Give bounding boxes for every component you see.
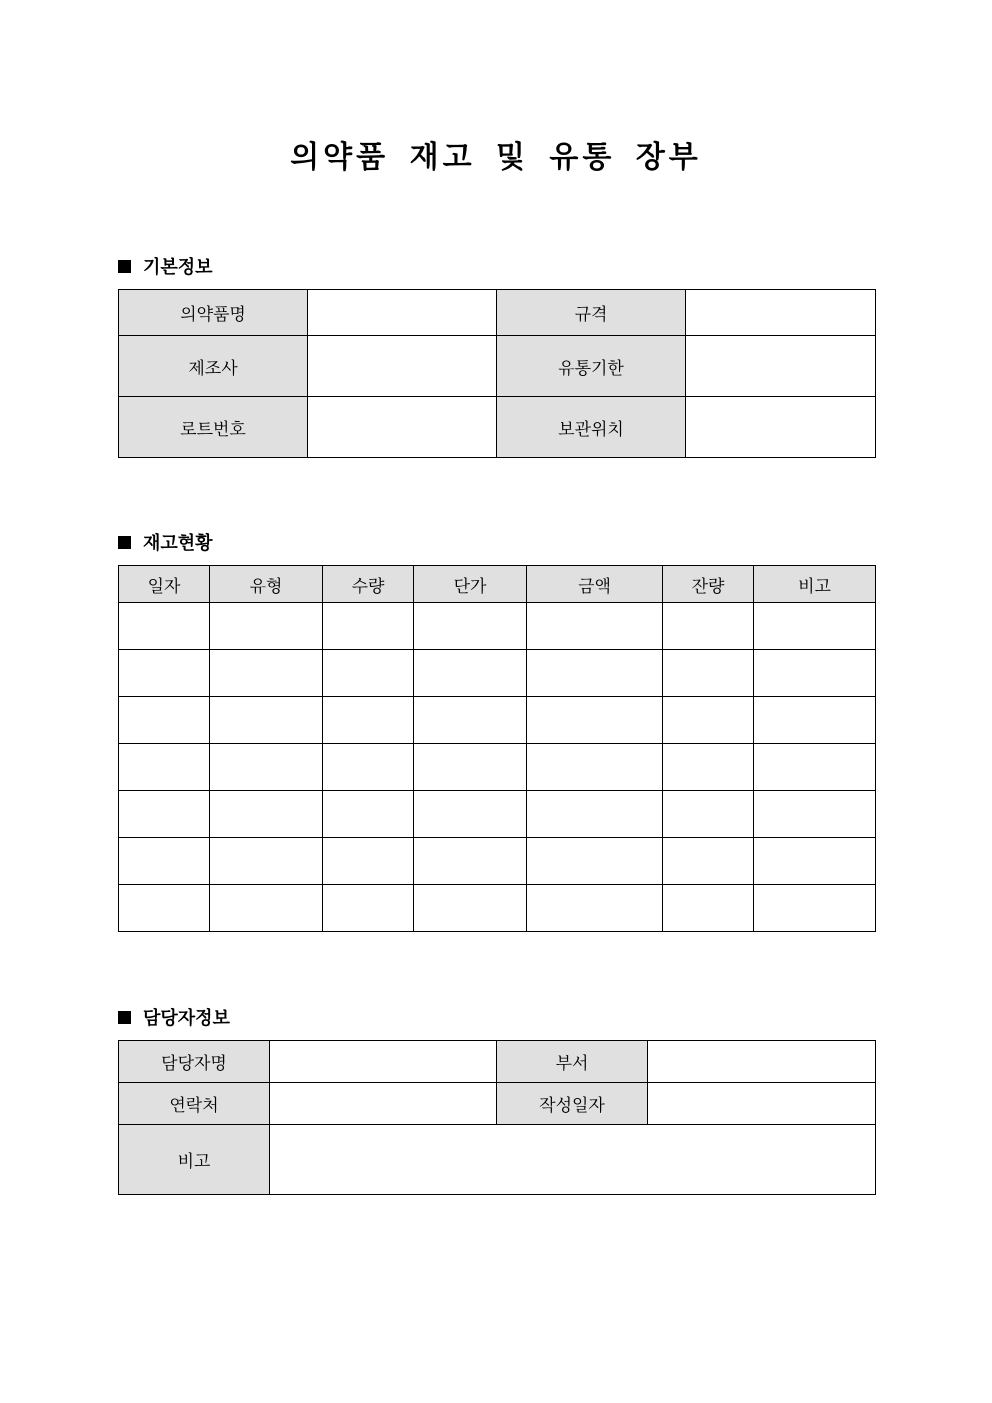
stock-cell-amount[interactable] <box>527 885 663 932</box>
table-row <box>119 603 876 650</box>
department-field[interactable] <box>648 1041 876 1083</box>
column-header-unit-price: 단가 <box>414 566 527 603</box>
stock-cell-date[interactable] <box>119 697 210 744</box>
column-header-remaining: 잔량 <box>663 566 754 603</box>
column-header-note: 비고 <box>754 566 876 603</box>
column-header-quantity: 수량 <box>323 566 414 603</box>
section-title: 재고현황 <box>143 533 213 554</box>
section-heading-stock-status <box>118 529 213 555</box>
stock-cell-unit-price[interactable] <box>414 697 527 744</box>
stock-cell-type[interactable] <box>210 744 323 791</box>
manufacturer-label: 제조사 <box>119 336 308 397</box>
stock-cell-date[interactable] <box>119 744 210 791</box>
stock-cell-type[interactable] <box>210 603 323 650</box>
stock-cell-note[interactable] <box>754 744 876 791</box>
section-title: 기본정보 <box>143 257 213 278</box>
stock-cell-date[interactable] <box>119 650 210 697</box>
stock-cell-type[interactable] <box>210 650 323 697</box>
note-label: 비고 <box>119 1125 270 1195</box>
stock-cell-quantity[interactable] <box>323 650 414 697</box>
storage-location-field[interactable] <box>686 397 876 458</box>
stock-cell-amount[interactable] <box>527 791 663 838</box>
table-row <box>119 838 876 885</box>
stock-cell-note[interactable] <box>754 650 876 697</box>
stock-cell-date[interactable] <box>119 603 210 650</box>
column-header-amount: 금액 <box>527 566 663 603</box>
drug-name-label: 의약품명 <box>119 290 308 336</box>
department-label: 부서 <box>497 1041 648 1083</box>
column-header-date: 일자 <box>119 566 210 603</box>
square-bullet-icon <box>118 1011 131 1024</box>
table-row <box>119 1083 876 1125</box>
stock-cell-remaining[interactable] <box>663 650 754 697</box>
contact-field[interactable] <box>270 1083 497 1125</box>
table-row <box>119 1041 876 1083</box>
manager-name-field[interactable] <box>270 1041 497 1083</box>
stock-cell-remaining[interactable] <box>663 838 754 885</box>
table-row <box>119 885 876 932</box>
drug-name-field[interactable] <box>308 290 497 336</box>
stock-cell-unit-price[interactable] <box>414 603 527 650</box>
stock-cell-amount[interactable] <box>527 603 663 650</box>
stock-cell-quantity[interactable] <box>323 885 414 932</box>
stock-cell-unit-price[interactable] <box>414 885 527 932</box>
table-row <box>119 290 876 336</box>
lot-number-field[interactable] <box>308 397 497 458</box>
written-date-field[interactable] <box>648 1083 876 1125</box>
square-bullet-icon <box>118 260 131 273</box>
stock-cell-amount[interactable] <box>527 744 663 791</box>
stock-cell-quantity[interactable] <box>323 838 414 885</box>
stock-cell-type[interactable] <box>210 791 323 838</box>
written-date-label: 작성일자 <box>497 1083 648 1125</box>
stock-cell-quantity[interactable] <box>323 744 414 791</box>
stock-cell-unit-price[interactable] <box>414 791 527 838</box>
manager-info-table <box>118 1040 876 1195</box>
section-title: 담당자정보 <box>143 1008 230 1029</box>
stock-cell-note[interactable] <box>754 838 876 885</box>
table-row <box>119 697 876 744</box>
section-heading-manager-info <box>118 1004 230 1030</box>
stock-cell-unit-price[interactable] <box>414 838 527 885</box>
table-row <box>119 397 876 458</box>
stock-cell-amount[interactable] <box>527 697 663 744</box>
lot-number-label: 로트번호 <box>119 397 308 458</box>
stock-cell-remaining[interactable] <box>663 603 754 650</box>
stock-cell-type[interactable] <box>210 697 323 744</box>
stock-cell-remaining[interactable] <box>663 791 754 838</box>
stock-cell-remaining[interactable] <box>663 697 754 744</box>
column-header-type: 유형 <box>210 566 323 603</box>
table-row <box>119 791 876 838</box>
contact-label: 연락처 <box>119 1083 270 1125</box>
section-heading-basic-info <box>118 253 213 279</box>
stock-cell-amount[interactable] <box>527 838 663 885</box>
page-title: 의약품 재고 및 유통 장부 <box>290 140 702 175</box>
stock-cell-quantity[interactable] <box>323 697 414 744</box>
table-row <box>119 650 876 697</box>
square-bullet-icon <box>118 536 131 549</box>
stock-cell-unit-price[interactable] <box>414 744 527 791</box>
stock-cell-note[interactable] <box>754 603 876 650</box>
stock-cell-type[interactable] <box>210 885 323 932</box>
stock-cell-amount[interactable] <box>527 650 663 697</box>
table-row <box>119 1125 876 1195</box>
stock-table-body <box>119 603 876 932</box>
storage-location-label: 보관위치 <box>497 397 686 458</box>
stock-status-table <box>118 565 876 932</box>
stock-cell-note[interactable] <box>754 697 876 744</box>
stock-cell-quantity[interactable] <box>323 603 414 650</box>
manager-name-label: 담당자명 <box>119 1041 270 1083</box>
table-row <box>119 336 876 397</box>
stock-cell-remaining[interactable] <box>663 885 754 932</box>
stock-cell-remaining[interactable] <box>663 744 754 791</box>
basic-info-table <box>118 289 876 458</box>
spec-label: 규격 <box>497 290 686 336</box>
expiry-label: 유통기한 <box>497 336 686 397</box>
spec-field[interactable] <box>686 290 876 336</box>
stock-cell-note[interactable] <box>754 791 876 838</box>
expiry-field[interactable] <box>686 336 876 397</box>
stock-cell-date[interactable] <box>119 885 210 932</box>
stock-cell-type[interactable] <box>210 838 323 885</box>
stock-cell-date[interactable] <box>119 838 210 885</box>
stock-cell-note[interactable] <box>754 885 876 932</box>
manufacturer-field[interactable] <box>308 336 497 397</box>
stock-cell-date[interactable] <box>119 791 210 838</box>
stock-cell-unit-price[interactable] <box>414 650 527 697</box>
table-header-row <box>119 566 876 603</box>
stock-cell-quantity[interactable] <box>323 791 414 838</box>
note-field[interactable] <box>270 1125 876 1195</box>
table-row <box>119 744 876 791</box>
